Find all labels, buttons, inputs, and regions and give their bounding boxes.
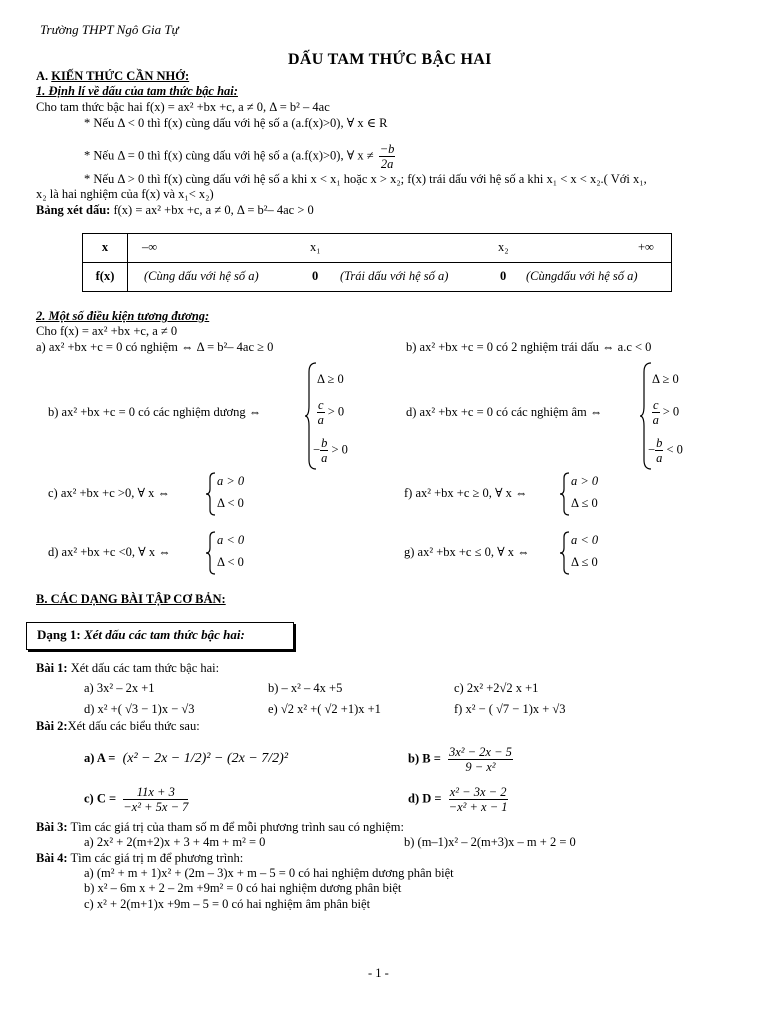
left-brace-icon xyxy=(560,531,570,575)
condition-a: a) ax² +bx +c = 0 có nghiệm ⇔ Δ = b²– 4ac ≥ 0 xyxy=(36,340,274,354)
bai1-d: d) x² +( √3 − 1)x − √3 xyxy=(84,702,195,716)
sys-a-lt0: a < 0 xyxy=(571,533,599,547)
system-g xyxy=(560,531,620,575)
sys-a-gt0: a > 0 xyxy=(217,474,245,488)
section-b-heading: B. CÁC DẠNG BÀI TẬP CƠ BẢN: xyxy=(36,592,226,606)
sign-zero-2: 0 xyxy=(500,269,507,283)
condition-c: c) ax² +bx +c >0, ∀ x ⇔ xyxy=(48,486,170,500)
condition-d-lt0: d) ax² +bx +c <0, ∀ x ⇔ xyxy=(48,545,171,559)
sign-table-caption: Bảng xét dấu: f(x) = ax² +bx +c, a ≠ 0, Δ = b²– 4ac > 0 xyxy=(36,203,314,217)
sys-delta-ge0: Δ ≥ 0 xyxy=(317,372,344,386)
sign-table-row-x xyxy=(83,234,672,263)
minus-infinity: –∞ xyxy=(142,240,158,254)
dang1-title: Dạng 1: Xét dấu các tam thức bậc hai: xyxy=(37,627,245,642)
sys-delta-le0: Δ ≤ 0 xyxy=(571,555,598,569)
bai2-d: d) D = $\frac{\text{x² − 3x − 2}}{\text{−x² + x − 1}}$ xyxy=(408,785,508,814)
sys-delta-ge0: Δ ≥ 0 xyxy=(652,372,679,386)
bai2-a: a) A = (x² − 2x − 1/2)² − (2x − 7/2)² xyxy=(84,751,289,766)
dang1-box xyxy=(26,622,294,650)
sign-same-right: (Cùngdấu với hệ số a) xyxy=(526,269,638,283)
page-number: - 1 - xyxy=(368,966,389,980)
bai4-heading: Bài 4: Tìm các giá trị m để phương trình: xyxy=(36,851,244,865)
sys-a-gt0: a > 0 xyxy=(571,474,599,488)
condition-b-positive: b) ax² +bx +c = 0 có các nghiệm dương ⇔ xyxy=(48,405,262,419)
sys-delta-lt0: Δ < 0 xyxy=(217,555,244,569)
left-brace-icon xyxy=(206,531,216,575)
bai3-heading: Bài 3: Tìm các giá trị của tham số m để mỗi phương trình sau có nghiệm: xyxy=(36,820,404,834)
sys-delta-lt0: Δ < 0 xyxy=(217,496,244,510)
section-a-heading: A. KIẾN THỨC CẦN NHỚ: xyxy=(36,69,190,83)
left-brace-icon xyxy=(206,472,216,516)
root-x2: x₂ xyxy=(498,240,509,254)
conditions-heading: 2. Một số điều kiện tương đương: xyxy=(36,309,210,323)
bai2-c: c) C = $\frac{11x + 3}{\text{−x² + 5x − 7}}$ xyxy=(84,785,189,814)
sys-ca-gt0: $\frac{c}{a}$ > 0 xyxy=(652,398,680,427)
system-f xyxy=(560,472,620,516)
theorem-intro: Cho tam thức bậc hai f(x) = ax² +bx +c, a ≠ 0, Δ = b² – 4ac xyxy=(36,100,330,114)
sys-minus-ba-gt0: − $\frac{b}{a}$ > 0 xyxy=(313,436,348,465)
sign-opposite: (Trái dấu với hệ số a) xyxy=(340,269,449,283)
sys-minus-ba-lt0: − $\frac{b}{a}$ < 0 xyxy=(648,436,683,465)
sys-delta-le0: Δ ≤ 0 xyxy=(571,496,598,510)
sign-table-x-label: x xyxy=(83,234,128,263)
system-positive-roots xyxy=(305,362,375,470)
system-negative-roots xyxy=(640,362,710,470)
condition-d-negative: d) ax² +bx +c = 0 có các nghiệm âm ⇔ xyxy=(406,405,603,419)
bai2-b: b) B = $\frac{\text{3x² − 2x − 5}}{\text{9 − x²}}$ xyxy=(408,745,512,774)
bai3-a: a) 2x² + 2(m+2)x + 3 + 4m + m² = 0 xyxy=(84,835,266,849)
bai4-a: a) (m² + m + 1)x² + (2m – 3)x + m – 5 = 0 có hai nghiệm dương phân biệt xyxy=(84,866,454,880)
condition-b-opposite: b) ax² +bx +c = 0 có 2 nghiệm trái dấu ⇔ a.c < 0 xyxy=(406,340,652,354)
conditions-intro: Cho f(x) = ax² +bx +c, a ≠ 0 xyxy=(36,324,178,338)
plus-infinity: +∞ xyxy=(638,240,654,254)
case-delta-positive: * Nếu Δ > 0 thì f(x) cùng dấu với hệ số a khi x < x₁ hoặc x > x₂; f(x) trái dấu với hệ số a khi x₁ < x < x₂.( Với x₁, xyxy=(84,172,647,186)
sign-zero-1: 0 xyxy=(312,269,319,283)
bai1-c: c) 2x² +2√2 x +1 xyxy=(454,681,539,695)
sign-table xyxy=(82,233,672,292)
bai3-b: b) (m–1)x² – 2(m+3)x – m + 2 = 0 xyxy=(404,835,576,849)
bai1-b: b) – x² – 4x +5 xyxy=(268,681,343,695)
bai1-f: f) x² − ( √7 − 1)x + √3 xyxy=(454,702,566,716)
left-brace-icon xyxy=(560,472,570,516)
page-title: DẤU TAM THỨC BẬC HAI xyxy=(288,51,492,68)
bai1-e: e) √2 x² +( √2 +1)x +1 xyxy=(268,702,381,716)
bai1-a: a) 3x² – 2x +1 xyxy=(84,681,155,695)
theorem-heading: 1. Định lí về dấu của tam thức bậc hai: xyxy=(36,84,238,98)
sign-table-f-values xyxy=(128,263,672,292)
case-delta-negative: * Nếu Δ < 0 thì f(x) cùng dấu với hệ số a (a.f(x)>0), ∀ x ∈ R xyxy=(84,116,388,130)
root-x1: x₁ xyxy=(310,240,321,254)
case-delta-zero: * Nếu Δ = 0 thì f(x) cùng dấu với hệ số a (a.f(x)>0), ∀ x ≠ $\frac{-b}{2a}$ xyxy=(84,142,395,171)
sign-same-left: (Cùng dấu với hệ số a) xyxy=(144,269,259,283)
system-c xyxy=(206,472,266,516)
sys-ca-gt0: $\frac{c}{a}$ > 0 xyxy=(317,398,345,427)
bai2-heading: Bài 2:Xét dấu các biểu thức sau: xyxy=(36,719,200,733)
case-delta-zero-fraction: $\frac{-b}{2a}$ xyxy=(379,142,395,171)
condition-f: f) ax² +bx +c ≥ 0, ∀ x ⇔ xyxy=(404,486,528,500)
school-name: Trường THPT Ngô Gia Tự xyxy=(40,22,179,37)
sign-table-x-values xyxy=(128,234,672,263)
case-delta-positive-cont: x₂ là hai nghiệm của f(x) và x₁< x₂) xyxy=(36,187,214,201)
bai1-heading: Bài 1: Xét dấu các tam thức bậc hai: xyxy=(36,661,220,675)
sign-table-f-label: f(x) xyxy=(83,263,128,292)
system-d-lt0 xyxy=(206,531,266,575)
sign-table-row-f xyxy=(83,263,672,292)
bai4-b: b) x² – 6m x + 2 – 2m +9m² = 0 có hai nghiệm dương phân biệt xyxy=(84,881,402,895)
condition-g: g) ax² +bx +c ≤ 0, ∀ x ⇔ xyxy=(404,545,530,559)
bai4-c: c) x² + 2(m+1)x +9m – 5 = 0 có hai nghiệm âm phân biệt xyxy=(84,897,371,911)
sys-a-lt0: a < 0 xyxy=(217,533,245,547)
